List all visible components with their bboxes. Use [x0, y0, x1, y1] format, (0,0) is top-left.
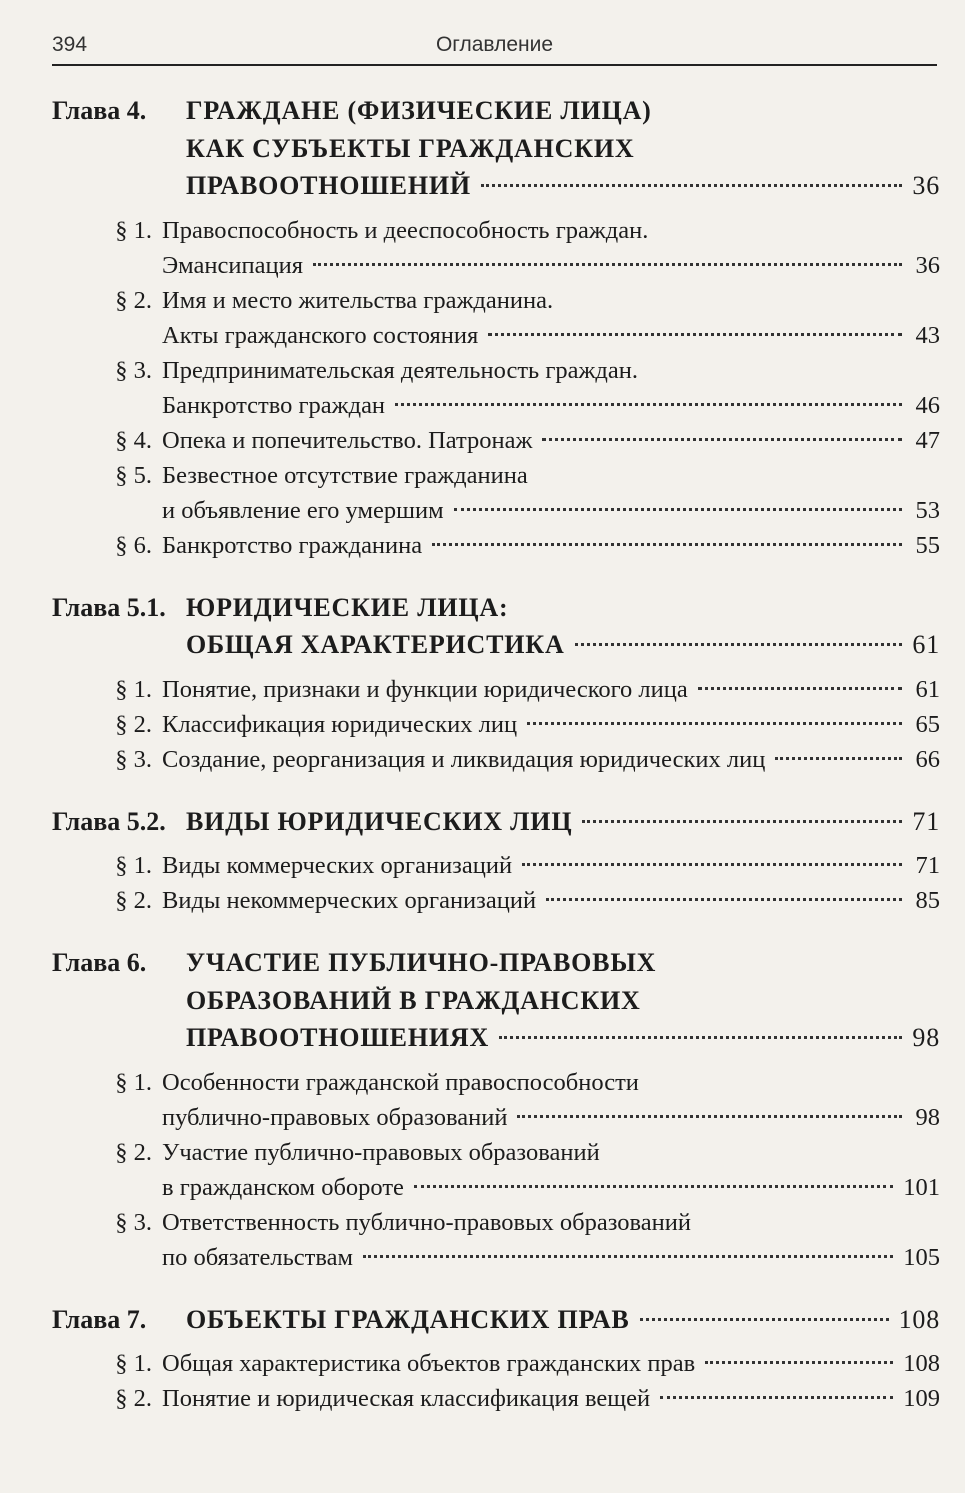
chapter-page: 61: [912, 630, 940, 659]
section-title: [162, 848, 940, 883]
section-title-line: [162, 848, 940, 883]
section-title: [162, 458, 940, 528]
section-title-line: [162, 248, 940, 283]
section-number: § 3.: [115, 1208, 152, 1236]
dot-leader: [542, 438, 902, 441]
section-number: § 6.: [115, 531, 152, 559]
dot-leader: [640, 1318, 889, 1321]
chapter-title: [186, 92, 940, 205]
section-title-line: [162, 1381, 940, 1416]
section-title: [162, 742, 940, 777]
chapter-title-line: [186, 92, 940, 130]
section-title-text: Банкротство граждан: [162, 391, 386, 419]
section-page: 36: [915, 251, 940, 279]
section-title-line: [162, 493, 940, 528]
section-title-line: [162, 1065, 940, 1100]
dot-leader: [522, 863, 902, 866]
dot-leader: [546, 898, 902, 901]
toc-section: [52, 353, 940, 423]
toc-chapter: [52, 803, 940, 919]
toc-section: [52, 742, 940, 777]
section-title: [162, 883, 940, 918]
section-title-text: по обязательствам: [162, 1243, 353, 1271]
section-title-text: Акты гражданского состояния: [162, 321, 479, 349]
section-title-text: Классификация юридических лиц: [162, 710, 518, 738]
section-title: [162, 423, 940, 458]
section-page: 108: [903, 1350, 940, 1377]
chapter-title-line: [186, 130, 940, 168]
chapter-label: Глава 7.: [52, 1304, 147, 1334]
chapter-title: [186, 1301, 940, 1339]
section-title-line: [162, 1205, 940, 1240]
section-number: § 3.: [115, 356, 152, 384]
section-title: [162, 707, 940, 742]
section-title-text: Эмансипация: [162, 251, 303, 279]
dot-leader: [454, 508, 902, 511]
chapter-title-text: ГРАЖДАНЕ (ФИЗИЧЕСКИЕ ЛИЦА): [186, 96, 652, 125]
dot-leader: [698, 687, 902, 690]
section-list: [52, 848, 940, 918]
chapter-title-line: [186, 1019, 940, 1057]
chapter-page: 98: [912, 1023, 940, 1052]
section-title-text: Понятие и юридическая классификация вещей: [162, 1385, 651, 1412]
section-list: [52, 213, 940, 563]
section-title-line: [162, 1346, 940, 1381]
chapter-title-text: ПРАВООТНОШЕНИЙ: [186, 171, 471, 200]
section-title-text: Понятие, признаки и функции юридического лица: [162, 675, 688, 703]
section-page: 43: [915, 321, 940, 349]
section-title: [162, 528, 940, 563]
dot-leader: [527, 722, 902, 725]
dot-leader: [582, 820, 902, 823]
chapter-gap: [52, 1275, 940, 1301]
section-title-text: Банкротство гражданина: [162, 531, 423, 559]
chapter-heading: [52, 803, 940, 841]
section-list: [52, 672, 940, 777]
section-title-text: Участие публично-правовых образований: [162, 1138, 600, 1166]
section-number: § 2.: [115, 286, 152, 314]
section-title-line: [162, 213, 940, 248]
chapter-label: Глава 5.2.: [52, 806, 166, 836]
toc-section: [52, 1205, 940, 1275]
chapter-title-text: ОБРАЗОВАНИЙ В ГРАЖДАНСКИХ: [186, 985, 641, 1015]
section-page: 47: [915, 426, 940, 454]
section-title-text: Общая характеристика объектов гражданских прав: [162, 1350, 696, 1377]
chapter-title-line: [186, 167, 940, 205]
section-title: [162, 353, 940, 423]
section-title: [162, 1381, 940, 1416]
toc-section: [52, 1381, 940, 1416]
running-header: [52, 30, 937, 66]
section-number: § 2.: [115, 1385, 152, 1412]
chapter-title-text: ЮРИДИЧЕСКИЕ ЛИЦА:: [186, 592, 509, 622]
section-title-line: [162, 707, 940, 742]
chapter-title-line: [186, 589, 940, 627]
dot-leader: [414, 1185, 893, 1188]
section-title-text: Опека и попечительство. Патронаж: [162, 426, 533, 454]
section-title-text: в гражданском обороте: [162, 1173, 404, 1201]
section-page: 55: [915, 531, 940, 559]
section-number: § 4.: [115, 426, 152, 454]
section-title-line: [162, 1135, 940, 1170]
section-page: 71: [915, 852, 940, 879]
section-title-text: Особенности гражданской правоспособности: [162, 1068, 639, 1096]
dot-leader: [481, 184, 902, 187]
section-page: 109: [903, 1385, 940, 1412]
section-title-text: Безвестное отсутствие гражданина: [162, 461, 528, 489]
section-title-line: [162, 1240, 940, 1275]
dot-leader: [775, 757, 902, 760]
dot-leader: [660, 1396, 893, 1399]
section-title-line: [162, 1170, 940, 1205]
toc-chapter: [52, 944, 940, 1275]
section-title-line: [162, 672, 940, 707]
section-title-line: [162, 528, 940, 563]
section-title-line: [162, 883, 940, 918]
section-page: 46: [915, 391, 940, 419]
section-page: 101: [903, 1173, 940, 1201]
section-title-text: Предпринимательская деятельность граждан.: [162, 356, 639, 384]
chapter-title-line: [186, 982, 940, 1020]
chapter-label: Глава 5.1.: [52, 592, 166, 622]
section-title-line: [162, 388, 940, 423]
section-title-text: Правоспособность и дееспособность граждан.: [162, 216, 649, 244]
section-page: 105: [903, 1243, 940, 1271]
section-title-line: [162, 423, 940, 458]
chapter-title: [186, 944, 940, 1057]
section-list: [52, 1065, 940, 1275]
page-number: 394: [52, 33, 88, 56]
chapter-title-line: [186, 1301, 940, 1339]
dot-leader: [705, 1361, 893, 1364]
toc-section: [52, 423, 940, 458]
section-title: [162, 672, 940, 707]
section-number: § 1.: [115, 852, 152, 879]
chapter-title-text: ОБЪЕКТЫ ГРАЖДАНСКИХ ПРАВ: [186, 1304, 630, 1334]
section-title-text: публично-правовых образований: [162, 1103, 508, 1131]
dot-leader: [517, 1115, 902, 1118]
section-page: 85: [915, 887, 940, 914]
section-title: [162, 1205, 940, 1275]
section-number: § 5.: [115, 461, 152, 489]
chapter-title-text: УЧАСТИЕ ПУБЛИЧНО-ПРАВОВЫХ: [186, 948, 657, 977]
section-number: § 2.: [115, 1138, 152, 1166]
table-of-contents: [52, 92, 940, 1416]
section-title-text: Виды некоммерческих организаций: [162, 887, 537, 914]
section-number: § 1.: [115, 1350, 152, 1377]
running-title: Оглавление: [435, 33, 554, 56]
section-list: [52, 1346, 940, 1416]
toc-section: [52, 458, 940, 528]
toc-section: [52, 707, 940, 742]
chapter-title-line: [186, 626, 940, 664]
chapter-page: 108: [898, 1304, 940, 1334]
chapter-gap: [52, 777, 940, 803]
chapter-title: [186, 803, 940, 841]
section-page: 61: [915, 675, 940, 703]
toc-section: [52, 672, 940, 707]
section-title-text: Имя и место жительства гражданина.: [162, 286, 554, 314]
chapter-title-text: ВИДЫ ЮРИДИЧЕСКИХ ЛИЦ: [186, 806, 573, 836]
section-title: [162, 283, 940, 353]
section-title: [162, 1135, 940, 1205]
toc-section: [52, 1065, 940, 1135]
section-title-line: [162, 318, 940, 353]
section-title-text: Ответственность публично-правовых образований: [162, 1208, 691, 1236]
chapter-label: Глава 6.: [52, 948, 147, 977]
toc-section: [52, 1135, 940, 1205]
section-title-text: Создание, реорганизация и ликвидация юридических лиц: [162, 745, 766, 773]
toc-chapter: [52, 92, 940, 563]
section-title-line: [162, 742, 940, 777]
toc-section: [52, 528, 940, 563]
section-page: 98: [915, 1103, 940, 1131]
chapter-heading: [52, 92, 940, 205]
section-title-line: [162, 458, 940, 493]
section-number: § 1.: [115, 675, 152, 703]
section-page: 66: [915, 745, 940, 773]
dot-leader: [395, 403, 902, 406]
section-title-line: [162, 283, 940, 318]
toc-chapter: [52, 1301, 940, 1417]
chapter-gap: [52, 563, 940, 589]
dot-leader: [363, 1255, 893, 1258]
section-title: [162, 213, 940, 283]
section-title: [162, 1346, 940, 1381]
chapter-title-line: [186, 803, 940, 841]
toc-section: [52, 848, 940, 883]
dot-leader: [575, 643, 902, 646]
chapter-gap: [52, 918, 940, 944]
chapter-page: 36: [912, 171, 940, 200]
chapter-label: Глава 4.: [52, 96, 147, 125]
section-page: 65: [915, 710, 940, 738]
chapter-title: [186, 589, 940, 664]
chapter-title-text: КАК СУБЪЕКТЫ ГРАЖДАНСКИХ: [186, 133, 635, 163]
toc-section: [52, 213, 940, 283]
dot-leader: [499, 1036, 902, 1039]
chapter-title-text: ПРАВООТНОШЕНИЯХ: [186, 1023, 490, 1052]
section-title-line: [162, 353, 940, 388]
section-number: § 3.: [115, 745, 152, 773]
section-title: [162, 1065, 940, 1135]
dot-leader: [488, 333, 902, 336]
section-number: § 1.: [115, 216, 152, 244]
chapter-heading: [52, 944, 940, 1057]
toc-chapter: [52, 589, 940, 777]
chapter-page: 71: [912, 806, 940, 836]
dot-leader: [432, 543, 902, 546]
section-number: § 1.: [115, 1068, 152, 1096]
chapter-title-text: ОБЩАЯ ХАРАКТЕРИСТИКА: [186, 630, 565, 659]
section-page: 53: [915, 496, 940, 524]
chapter-heading: [52, 1301, 940, 1339]
section-title-line: [162, 1100, 940, 1135]
chapter-title-line: [186, 944, 940, 982]
section-title-text: и объявление его умершим: [162, 496, 444, 524]
toc-section: [52, 883, 940, 918]
toc-section: [52, 283, 940, 353]
dot-leader: [313, 263, 902, 266]
section-number: § 2.: [115, 710, 152, 738]
toc-section: [52, 1346, 940, 1381]
chapter-heading: [52, 589, 940, 664]
section-title-text: Виды коммерческих организаций: [162, 852, 513, 879]
section-number: § 2.: [115, 887, 152, 914]
